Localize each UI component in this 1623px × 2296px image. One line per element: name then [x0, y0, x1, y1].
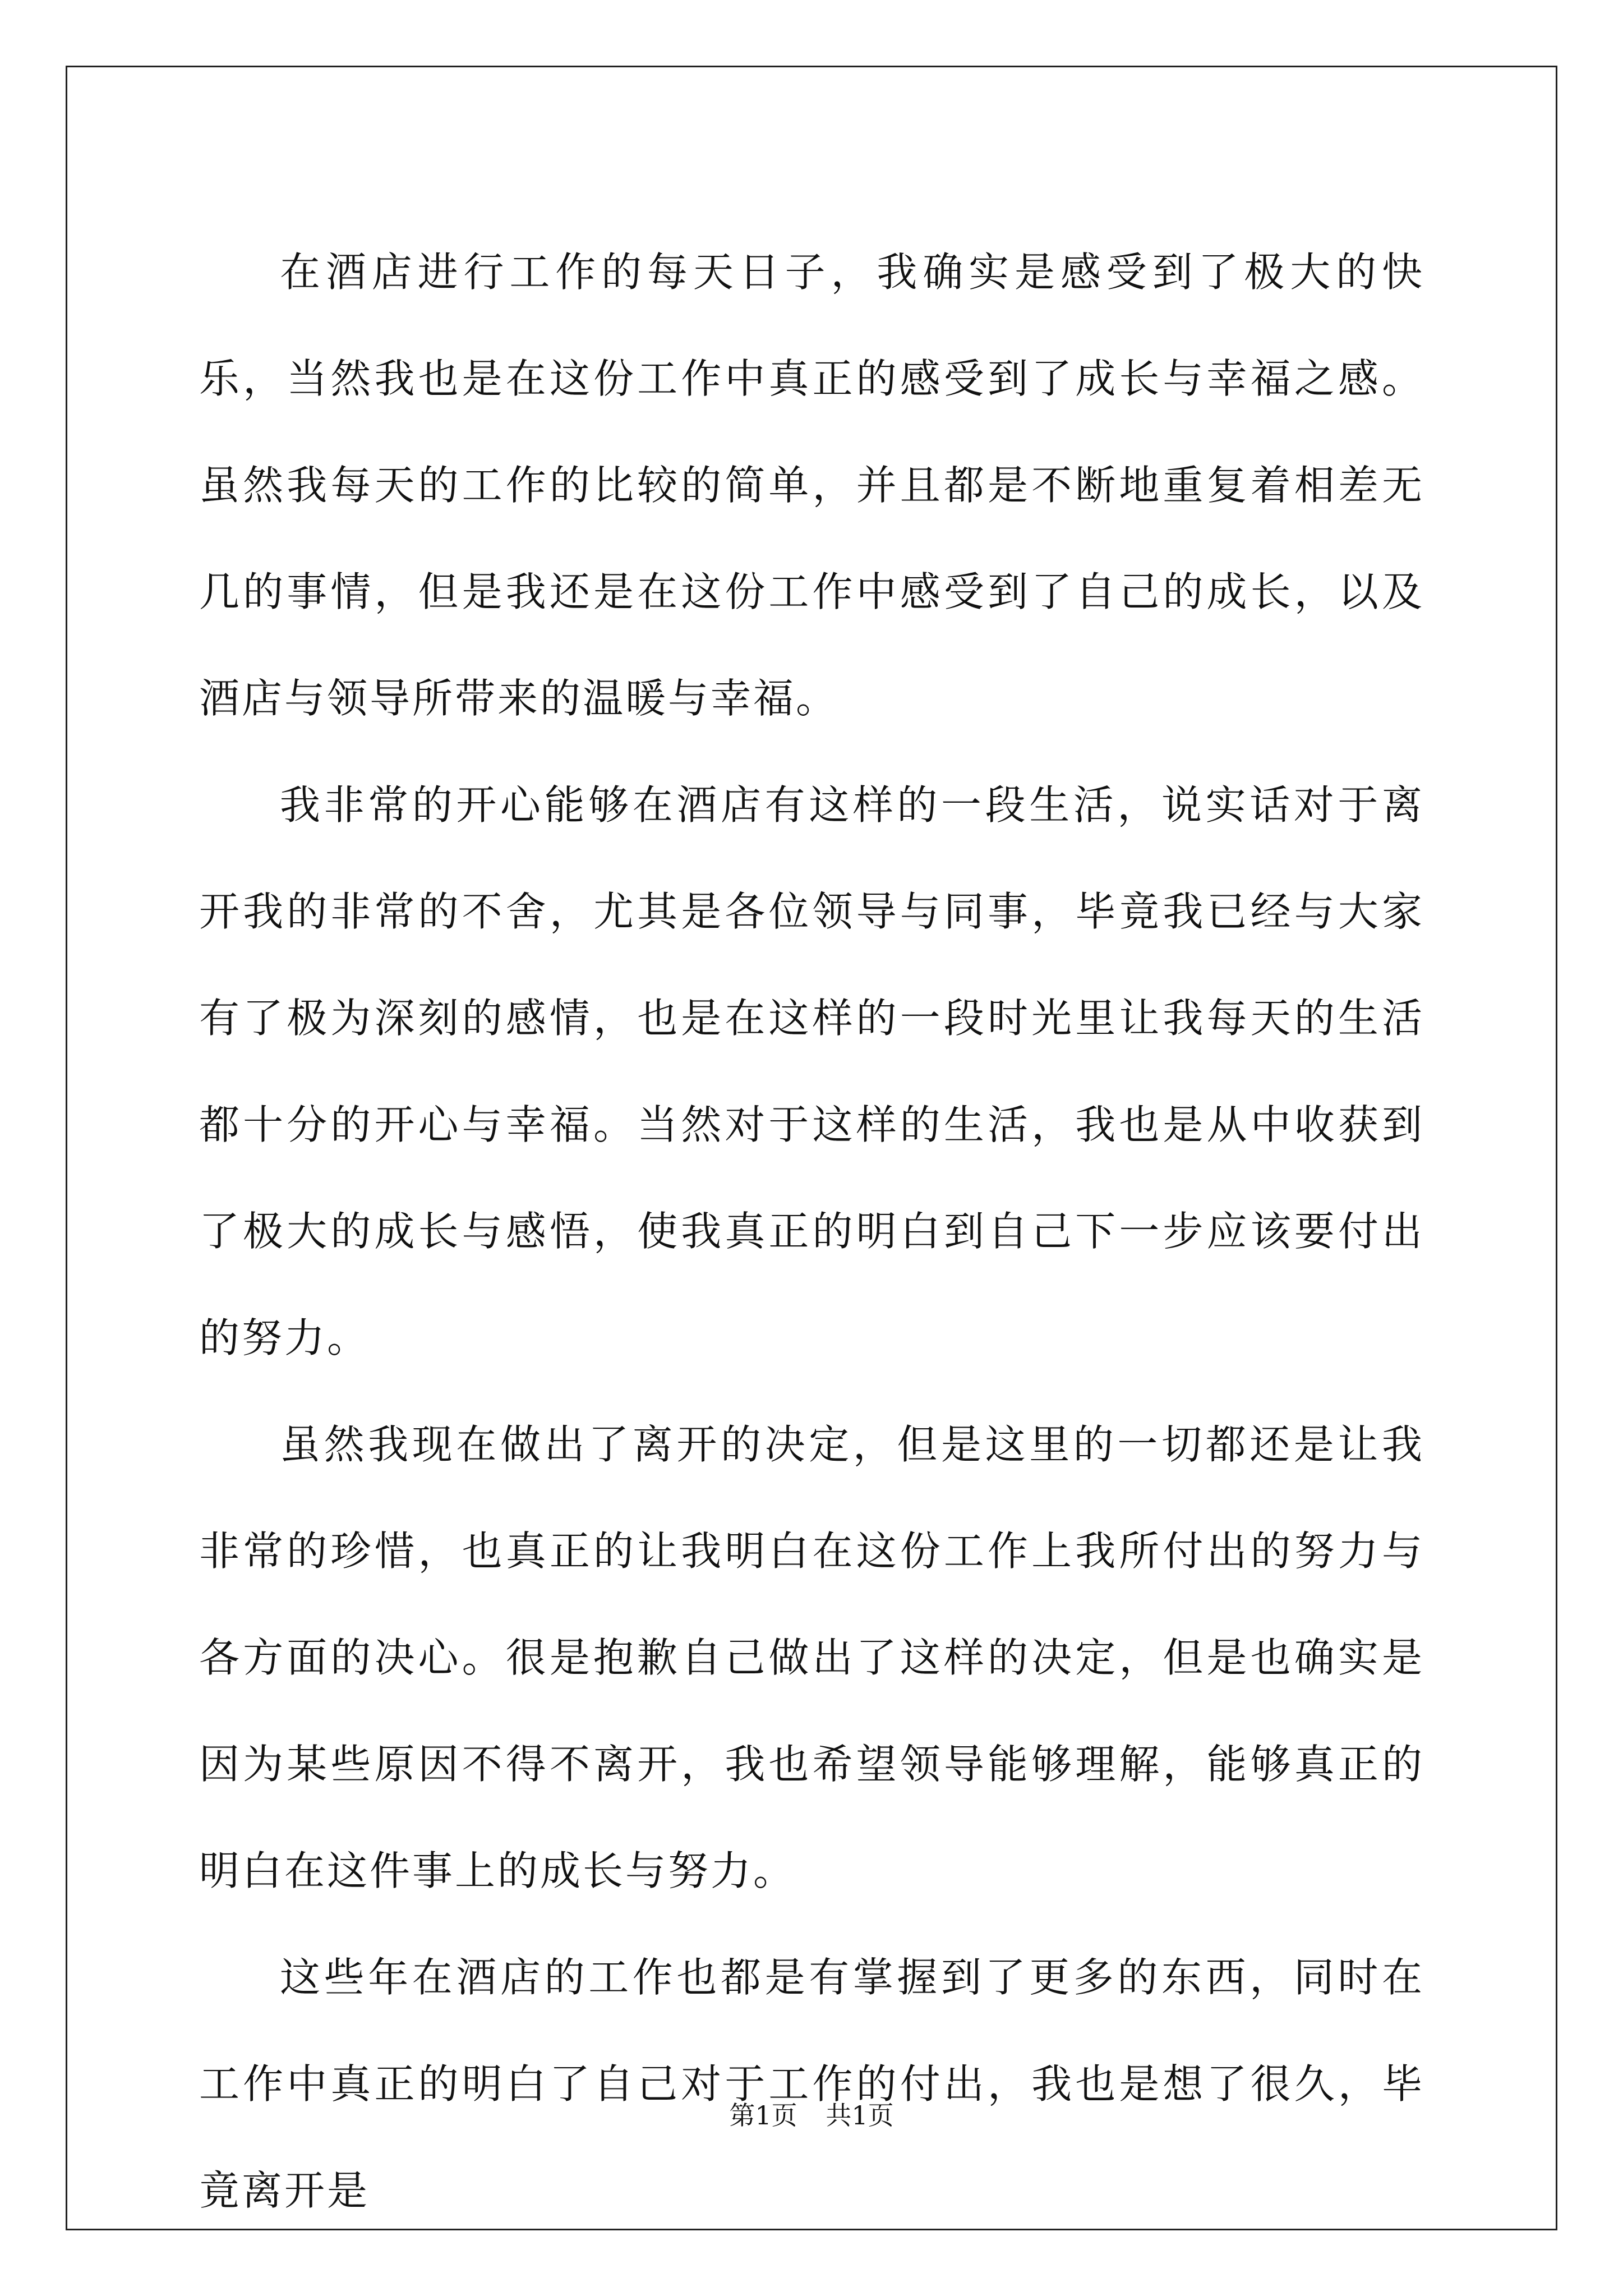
paragraph-4: 这些年在酒店的工作也都是有掌握到了更多的东西，同时在工作中真正的明白了自己对于工作的付出，我也是想了很久，毕竟离开是: [199, 1954, 1424, 2214]
page-footer: [0, 2095, 1623, 2132]
page-total: 共1页: [826, 2100, 894, 2131]
paragraph-1: 在酒店进行工作的每天日子，我确实是感受到了极大的快乐，当然我也是在这份工作中真正的感受到了成长与幸福之感。虽然我每天的工作的比较的简单，并且都是不断地重复着相差无几的事情，但是我还是在这份工作中感受到了自己的成长，以及酒店与领导所带来的温暖与幸福。: [199, 249, 1424, 722]
page-number: 第1页: [729, 2100, 797, 2131]
document-body: [199, 219, 1424, 2244]
paragraph-2: 我非常的开心能够在酒店有这样的一段生活，说实话对于离开我的非常的不舍，尤其是各位领导与同事，毕竟我已经与大家有了极为深刻的感情，也是在这样的一段时光里让我每天的生活都十分的开心与幸福。当然对于这样的生活，我也是从中收获到了极大的成长与感悟，使我真正的明白到自己下一步应该要付出的努力。: [199, 781, 1424, 1361]
paragraph-3: 虽然我现在做出了离开的决定，但是这里的一切都还是让我非常的珍惜，也真正的让我明白在这份工作上我所付出的努力与各方面的决心。很是抱歉自己做出了这样的决定，但是也确实是因为某些原因不得不离开，我也希望领导能够理解，能够真正的明白在这件事上的成长与努力。: [199, 1421, 1424, 1894]
